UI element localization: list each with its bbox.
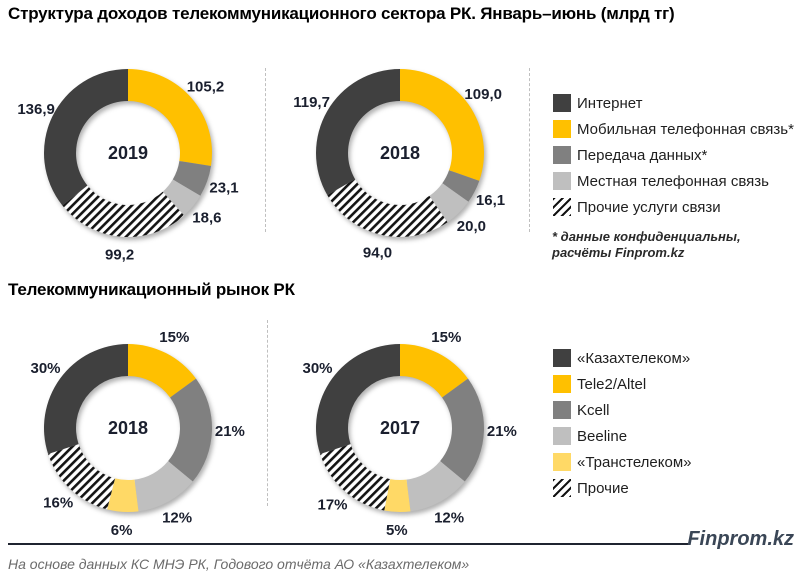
segment-value-label: 105,2 xyxy=(186,78,225,96)
segment-value-label: 12% xyxy=(434,509,465,527)
dashed-divider xyxy=(529,68,530,232)
legend-item-other-services xyxy=(553,194,794,220)
donut-chart-revenue-2018 xyxy=(272,47,538,269)
finprom-logo: Finprom.kz xyxy=(687,528,794,550)
segment-value-label: 12% xyxy=(162,509,193,527)
legend-label: Прочие xyxy=(577,479,629,497)
legend-item-tele2-altel xyxy=(553,371,692,397)
segment-value-label: 21% xyxy=(486,423,517,441)
legend-swatch-kcell xyxy=(553,401,571,419)
chart-year-label: 2017 xyxy=(379,418,421,438)
chart-year-label: 2019 xyxy=(107,143,149,163)
donut-chart-revenue-2019 xyxy=(0,47,266,269)
confidentiality-footnote xyxy=(552,229,741,261)
segment-value-label: 99,2 xyxy=(104,246,135,264)
revenue-legend xyxy=(553,90,794,220)
legend-item-kazakhtelecom xyxy=(553,345,692,371)
donut-segment xyxy=(44,69,128,206)
legend-swatch-tele2-altel xyxy=(553,375,571,393)
segment-value-label: 17% xyxy=(317,496,348,514)
section-title-market: Телекоммуникационный рынок РК xyxy=(8,280,295,299)
segment-value-label: 5% xyxy=(385,521,408,539)
legend-swatch-other-services xyxy=(553,198,571,216)
legend-item-transtelecom xyxy=(553,449,692,475)
dashed-divider xyxy=(267,320,268,506)
legend-swatch-others xyxy=(553,479,571,497)
legend-swatch-local-telephony xyxy=(553,172,571,190)
segment-value-label: 6% xyxy=(110,521,133,539)
dashed-divider xyxy=(265,68,266,232)
legend-label: «Казахтелеком» xyxy=(577,349,691,367)
legend-label: Местная телефонная связь xyxy=(577,172,769,190)
donut-segment xyxy=(316,69,400,195)
page-title: Структура доходов телекоммуникационного сектора РК. Январь–июнь (млрд тг) xyxy=(8,4,675,23)
legend-swatch-data-transfer xyxy=(553,146,571,164)
segment-value-label: 109,0 xyxy=(464,86,502,103)
legend-item-mobile xyxy=(553,116,794,142)
segment-value-label: 23,1 xyxy=(209,179,239,197)
legend-label: Передача данных* xyxy=(577,146,708,164)
chart-year-label: 2018 xyxy=(107,418,149,438)
segment-value-label: 119,7 xyxy=(293,94,330,112)
legend-item-others xyxy=(553,475,692,501)
segment-value-label: 136,9 xyxy=(17,100,55,118)
segment-value-label: 15% xyxy=(159,329,190,347)
segment-value-label: 16% xyxy=(43,494,74,512)
market-legend xyxy=(553,345,692,501)
legend-swatch-mobile xyxy=(553,120,571,138)
legend-item-internet xyxy=(553,90,794,116)
legend-label: Tele2/Altel xyxy=(577,375,647,393)
legend-label: «Транстелеком» xyxy=(577,453,692,471)
donut-segment xyxy=(327,179,447,237)
legend-label: Интернет xyxy=(577,94,643,112)
legend-label: Beeline xyxy=(577,427,628,445)
segment-value-label: 18,6 xyxy=(192,209,222,227)
chart-year-label: 2018 xyxy=(379,143,421,163)
segment-value-label: 94,0 xyxy=(362,244,393,262)
legend-label: Мобильная телефонная связь* xyxy=(577,120,794,138)
legend-label: Kcell xyxy=(577,401,610,419)
legend-swatch-internet xyxy=(553,94,571,112)
footer-divider-line xyxy=(8,543,688,545)
data-source-note: На основе данных КС МНЭ РК, Годового отчёта АО «Казахтелеком» xyxy=(8,556,470,572)
legend-item-kcell xyxy=(553,397,692,423)
legend-swatch-beeline xyxy=(553,427,571,445)
segment-value-label: 21% xyxy=(214,423,245,441)
donut-chart-market-2018 xyxy=(0,322,266,544)
legend-item-local-telephony xyxy=(553,168,794,194)
segment-value-label: 16,1 xyxy=(475,192,506,209)
legend-label: Прочие услуги связи xyxy=(577,198,721,216)
donut-chart-market-2017 xyxy=(272,322,538,544)
segment-value-label: 30% xyxy=(302,360,333,377)
legend-swatch-kazakhtelecom xyxy=(553,349,571,367)
legend-item-data-transfer xyxy=(553,142,794,168)
legend-item-beeline xyxy=(553,423,692,449)
footnote-line: * данные конфиденциальны, xyxy=(552,229,741,244)
footnote-line: расчёты Finprom.kz xyxy=(552,245,685,260)
segment-value-label: 15% xyxy=(431,329,462,347)
segment-value-label: 20,0 xyxy=(456,217,487,235)
legend-swatch-transtelecom xyxy=(553,453,571,471)
segment-value-label: 30% xyxy=(30,360,61,377)
